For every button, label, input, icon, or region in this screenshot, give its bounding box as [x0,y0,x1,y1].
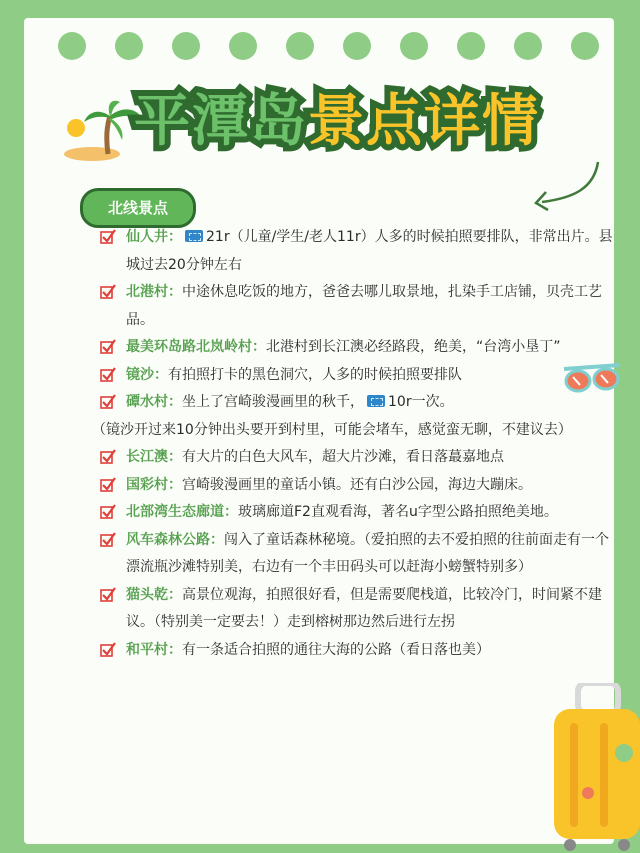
item-text: 北港村到长江澳必经路段，绝美，“台湾小垦丁” [266,339,561,355]
page-title [134,82,614,162]
list-item [94,389,614,417]
item-name: 北港村： [126,284,182,300]
note-text: （镜沙开过来10分钟出头要开到村里，可能会堵车，感觉蛮无聊，不建议去） [92,421,572,438]
item-name: 北部湾生态廊道： [126,504,238,520]
list-item [94,527,614,582]
checkbox-icon [100,642,116,658]
list-item [94,362,614,390]
item-text: 高景位观海，拍照很好看，但是需要爬栈道，比较冷门，时间紧不建议。（特别美一定要去！）走到榕树那边然后进行左拐 [126,586,602,630]
checkbox-icon [100,477,116,493]
item-name: 和平村： [126,641,182,658]
item-name: 最美环岛路北岚岭村： [126,339,266,355]
binder-holes [24,32,614,62]
binder-hole [115,32,143,60]
checkbox-icon [100,284,116,300]
title-part2: 景点详情 [308,89,540,154]
binder-hole [514,32,542,60]
item-text: 有一条适合拍照的通往大海的公路（看日落也美） [182,641,490,658]
checkbox-icon [100,504,116,520]
title-part1: 平潭岛 [134,89,308,154]
item-name: 磹水村： [126,394,182,410]
item-name: 猫头乾： [126,586,182,603]
list-item [94,334,614,362]
checkbox-icon [100,532,116,548]
binder-hole [229,32,257,60]
binder-hole [571,32,599,60]
checkbox-icon [100,229,116,245]
checkbox-icon [100,394,116,410]
list-item [94,224,614,279]
suitcase-icon [548,683,640,853]
binder-hole [172,32,200,60]
list-item [94,582,614,637]
binder-hole [343,32,371,60]
item-text: 中途休息吃饭的地方，爸爸去哪儿取景地，扎染手工店铺，贝壳工艺品。 [126,284,602,328]
list-item [94,472,614,500]
arrow-icon [524,158,604,214]
travel-note [92,417,614,445]
checkbox-icon [100,449,116,465]
item-name: 镜沙： [126,366,168,383]
item-name: 仙人井： [126,229,182,245]
item-text: 闯入了童话森林秘境。（爱拍照的去不爱拍照的往前面走有一个漂流瓶沙滩特别美，右边有一个丰田码头可以赶海小螃蟹特别多） [126,531,609,575]
ticket-icon [185,230,203,242]
attraction-list [94,224,614,664]
item-name: 长江澳： [126,449,182,465]
checkbox-icon [100,367,116,383]
item-name: 国彩村： [126,476,182,493]
list-item [94,444,614,472]
item-text: 宫崎骏漫画里的童话小镇。还有白沙公园，海边大蹦床。 [182,476,532,493]
list-item [94,279,614,334]
poster-card [24,18,614,844]
list-item [94,637,614,665]
ticket-icon [367,395,385,407]
checkbox-icon [100,587,116,603]
binder-hole [286,32,314,60]
binder-hole [58,32,86,60]
item-text-after: 10r一次。 [388,394,454,410]
section-badge: 北线景点 [80,188,196,228]
item-text: 有大片的白色大风车，超大片沙滩，看日落蕞嘉地点 [182,449,504,465]
binder-hole [457,32,485,60]
item-text: 坐上了宫崎骏漫画里的秋千， [182,394,364,410]
binder-hole [400,32,428,60]
checkbox-icon [100,339,116,355]
item-text: 有拍照打卡的黑色洞穴，人多的时候拍照要排队 [168,366,462,383]
item-text: 玻璃廊道F2直观看海，著名u字型公路拍照绝美地。 [238,504,558,520]
item-text: 21r（儿童/学生/老人11r）人多的时候拍照要排队，非常出片。县城过去20分钟左右 [126,229,613,273]
item-name: 风车森林公路： [126,531,224,548]
list-item [94,499,614,527]
